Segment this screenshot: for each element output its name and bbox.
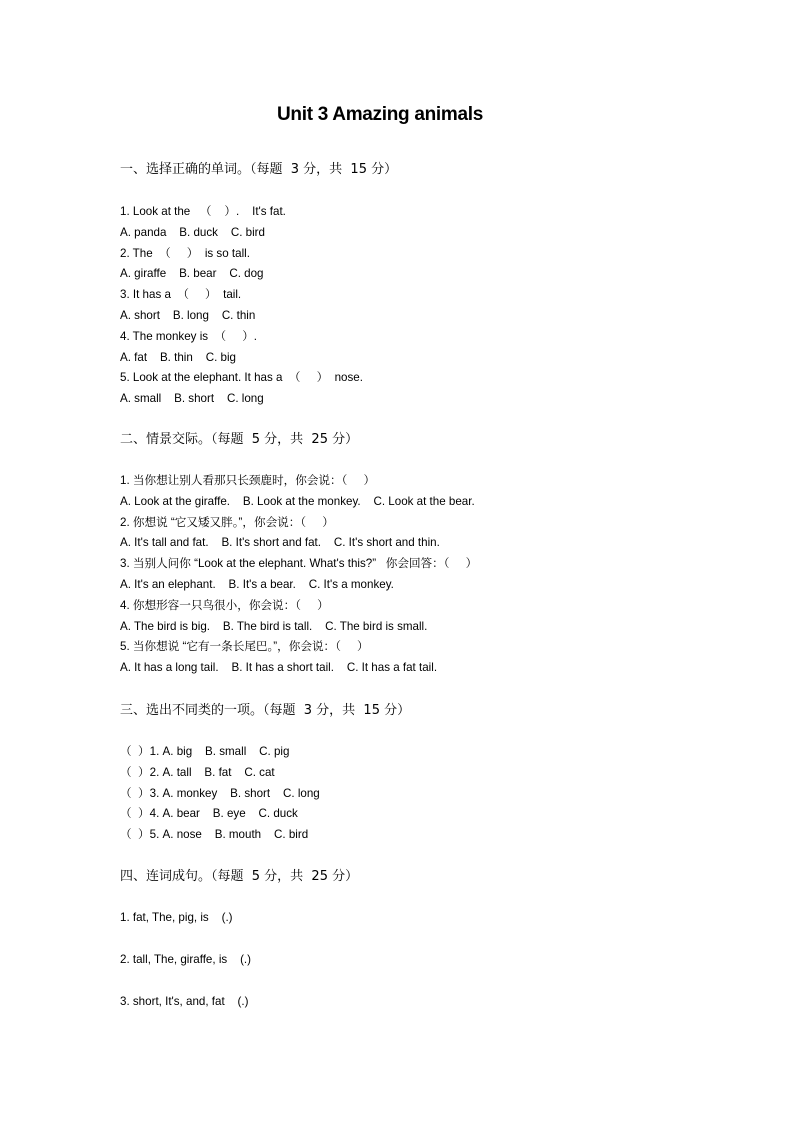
question-line: 2. The （ ） is so tall. (120, 246, 250, 260)
page-title: Unit 3 Amazing animals (277, 104, 483, 125)
question-line: A. It has a long tail. B. It has a short tail. C. It has a fat tail. (120, 661, 438, 675)
question-line: 2. tall, The, giraffe, is (.) (120, 952, 252, 966)
question-line: A. It's an elephant. B. It's a bear. C. It's a monkey. (120, 578, 394, 591)
question-line: 3. It has a （ ） tail. (120, 288, 242, 302)
question-line: 1. Look at the （ ）. It's fat. (120, 205, 286, 218)
question-line: （ ）5. A. nose B. mouth C. bird (120, 828, 309, 842)
question-line: A. panda B. duck C. bird (120, 225, 265, 239)
question-line: A. It's tall and fat. B. It's short and fat. C. It's short and thin. (120, 536, 440, 550)
question-line: 1. fat, The, pig, is (.) (120, 911, 233, 924)
question-line: （ ）1. A. big B. small C. pig (120, 745, 290, 758)
question-line: A. The bird is big. B. The bird is tall. C. The bird is small. (120, 619, 428, 633)
question-line: （ ）3. A. monkey B. short C. long (120, 786, 320, 800)
question-line: 1. 当你想让别人看那只长颈鹿时，你会说：（ ） (120, 474, 376, 487)
question-line: 4. 你想形容一只鸟很小，你会说：（ ） (120, 598, 329, 612)
question-line: （ ）2. A. tall B. fat C. cat (120, 765, 275, 779)
question-line: A. fat B. thin C. big (120, 350, 236, 364)
section-heading: 四、连词成句。（每题 5 分，共 25 分） (120, 869, 359, 884)
section-heading: 三、选出不同类的一项。（每题 3 分，共 15 分） (120, 703, 411, 718)
question-line: A. short B. long C. thin (120, 309, 256, 322)
question-line: 5. Look at the elephant. It has a （ ） nose. (120, 371, 363, 385)
question-line: A. giraffe B. bear C. dog (120, 267, 264, 281)
section-heading: 一、选择正确的单词。（每题 3 分，共 15 分） (120, 162, 398, 177)
question-line: A. small B. short C. long (120, 392, 264, 406)
question-line: 3. short, It's, and, fat (.) (120, 994, 249, 1008)
question-line: 5. 当你想说 “它有一条长尾巴。”，你会说：（ ） (120, 640, 369, 654)
question-line: （ ）4. A. bear B. eye C. duck (120, 807, 298, 821)
question-line: 4. The monkey is （ ）. (120, 329, 258, 343)
question-line: 3. 当别人问你 “Look at the elephant. What's this?” 你会回答：（ ） (120, 557, 478, 571)
question-line: A. Look at the giraffe. B. Look at the monkey. C. Look at the bear. (120, 494, 475, 508)
question-line: 2. 你想说 “它又矮又胖。”，你会说：（ ） (120, 515, 334, 529)
section-heading: 二、情景交际。（每题 5 分，共 25 分） (120, 432, 359, 447)
